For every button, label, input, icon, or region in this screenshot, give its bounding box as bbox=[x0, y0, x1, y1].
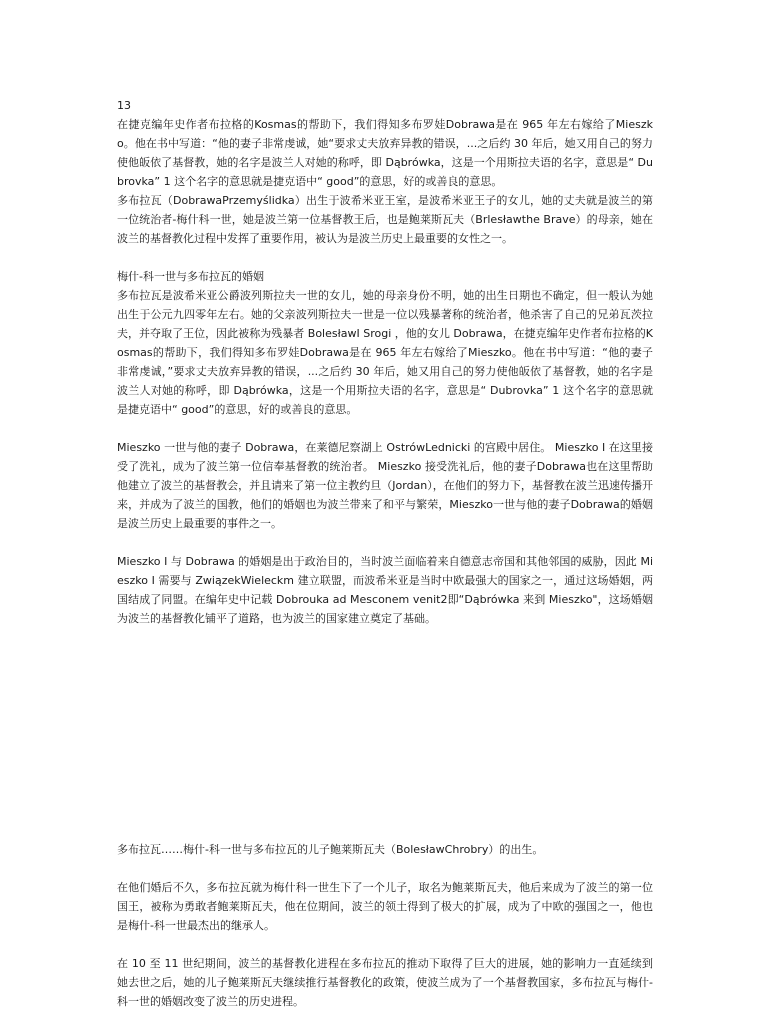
paragraph-intro: 在捷克编年史作者布拉格的Kosmas的帮助下，我们得知多布罗娃Dobrawa是在 965 年左右嫁给了Mieszko。他在书中写道：“他的妻子非常虔诚，她“要求丈夫放弃异教的错误，...之后约 30 年后，她又用自己的努力使他皈依了基督教，她的名字是波兰人对她的称呼，即 Dąbrówka，这是一个用斯拉夫语的名字，意思是“ Dubrovka” 1 这个名字的意思就是捷克语中“ good”的意思，好的或善良的意思。 bbox=[117, 118, 653, 188]
paragraph-family: 多布拉瓦是波希米亚公爵波列斯拉夫一世的女儿，她的母亲身份不明，她的出生日期也不确定，但一般认为她出生于公元九四零年左右。她的父亲波列斯拉夫一世是一位以残暴著称的统治者，他杀害了自己的兄弟瓦茨拉夫，并夺取了王位，因此被称为残暴者 BolesławI Srogi ，他的女儿 Dobrawa，在捷克编年史作者布拉格的Kosmas的帮助下，我们得知多布罗娃Dobrawa是在 965 年左右嫁给了Mieszko。他在书中写道：“他的妻子非常虔诚，”要求丈夫放弃异教的错误，...之后约 30 年后，她又用自己的努力使他皈依了基督教，她的名字是波兰人对她的称呼，即 Dąbrówka，这是一个用斯拉夫语的名字，意思是“ Dubrovka” 1 这个名字的意思就是捷克语中“ good”的意思，好的或善良的意思。 bbox=[117, 289, 653, 416]
section-heading-son: 多布拉瓦……梅什-科一世与多布拉瓦的儿子鲍莱斯瓦夫（BolesławChrobry）的出生。 bbox=[117, 843, 544, 856]
paragraph-politics: Mieszko I 与 Dobrawa 的婚姻是出于政治目的，当时波兰面临着来自德意志帝国和其他邻国的威胁，因此 Mieszko I 需要与 ZwiązekWieleckm 建立联盟，而波希米亚是当时中欧最强大的国家之一，通过这场婚姻，两国结成了同盟。在编年史中记载 Dobrouka ad Mesconem venit2即“Dąbrówka 来到 Mieszko"，这场婚姻为波兰的基督教化铺平了道路，也为波兰的国家建立奠定了基础。 bbox=[117, 555, 653, 625]
spacer bbox=[117, 419, 653, 438]
spacer bbox=[117, 859, 653, 878]
spacer bbox=[117, 935, 653, 954]
paragraph-dobrawa-bio: 多布拉瓦（DobrawaPrzemyślidka）出生于波希米亚王室，是波希米亚王子的女儿，她的丈夫就是波兰的第一位统治者-梅什科一世，她是波兰第一位基督教王后，也是鲍莱斯瓦夫（Brlesławthe Brave）的母亲，她在波兰的基督教化过程中发挥了重要作用，被认为是波兰历史上最重要的女性之一。 bbox=[117, 194, 653, 245]
paragraph-legacy: 在 10 至 11 世纪期间，波兰的基督教化进程在多布拉瓦的推动下取得了巨大的进展，她的影响力一直延续到她去世之后，她的儿子鲍莱斯瓦夫继续推行基督教化的政策，使波兰成为了一个基督教国家，多布拉瓦与梅什-科一世的婚姻改变了波兰的历史进程。 bbox=[117, 957, 653, 1008]
spacer bbox=[117, 628, 653, 840]
page-number: 13 bbox=[117, 99, 131, 112]
paragraph-son: 在他们婚后不久，多布拉瓦就为梅什科一世生下了一个儿子，取名为鲍莱斯瓦夫，他后来成为了波兰的第一位国王，被称为勇敢者鲍莱斯瓦夫，他在位期间，波兰的领土得到了极大的扩展，成为了中欧的强国之一，他也是梅什-科一世最杰出的继承人。 bbox=[117, 881, 653, 932]
spacer bbox=[117, 248, 653, 267]
spacer bbox=[117, 533, 653, 552]
document-page bbox=[117, 96, 653, 1011]
paragraph-baptism: Mieszko 一世与他的妻子 Dobrawa，在莱德尼察湖上 OstrówLednicki 的宫殿中居住。 Mieszko I 在这里接受了洗礼，成为了波兰第一位信奉基督教的统治者。 Mieszko 接受洗礼后，他的妻子Dobrawa也在这里帮助他建立了波兰的基督教会，并且请来了第一位主教约旦（Jordan），在他们的努力下，基督教在波兰迅速传播开来，并成为了波兰的国教，他们的婚姻也为波兰带来了和平与繁荣，Mieszko一世与他的妻子Dobrawa的婚姻是波兰历史上最重要的事件之一。 bbox=[117, 441, 653, 530]
section-heading-marriage: 梅什-科一世与多布拉瓦的婚姻 bbox=[117, 270, 264, 283]
